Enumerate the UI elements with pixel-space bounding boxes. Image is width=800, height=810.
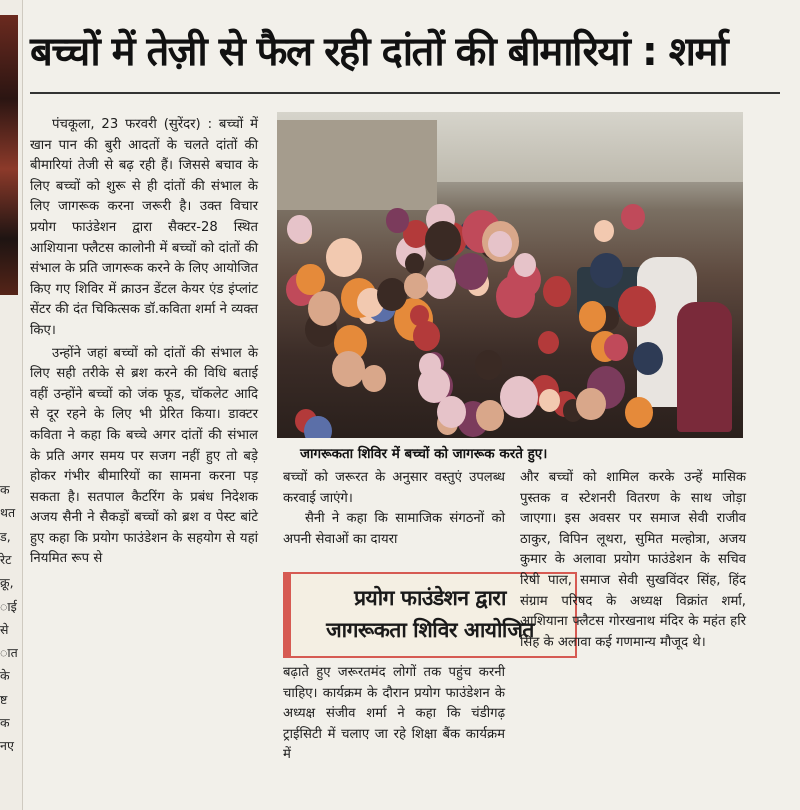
adjacent-text-fragment: ाई (0, 598, 17, 614)
headline: बच्चों में तेज़ी से फैल रही दांतों की बीमारियां : शर्मा (30, 29, 728, 75)
callout-line-2: जागरूकता शिविर आयोजित (326, 618, 534, 642)
article-paragraph: और बच्चों को शामिल करके उन्हें मासिक पुस्तक व स्टेशनरी वितरण के साथ जोड़ा जाएगा। इस अवसर पर समाज सेवी राजीव ठाकुर, विपिन लूथरा, सुमित मल्होत्रा, अजय कुमार के अलावा प्रयोग फाउंडेशन के सचिव रिषी पाल, समाज सेवी सुखविंदर सिंह, हिंद संग्राम परिषद के अध्यक्ष विक्रांत शर्मा, आशियाना फ्लैटस गोरखनाथ मंदिर के महंत हरि सिंह के अलावा कई गणमान्य मौजूद थे। (520, 470, 746, 650)
adjacent-photo (0, 15, 18, 295)
news-photo (277, 112, 743, 438)
adjacent-text-fragment: रेट (0, 551, 12, 567)
article-paragraph: बढ़ाते हुए जरूरतमंद लोगों तक पहुंच करनी चाहिए। कार्यक्रम के दौरान प्रयोग फाउंडेशन के अध्यक्ष संजीव शर्मा ने कहा कि चंडीगढ़ ट्राईसिटी में चलाए जा रहे शिक्षा बैंक कार्यक्रम में (283, 665, 505, 763)
adjacent-text-fragment: ड, (0, 528, 11, 544)
adjacent-text-fragment: ष्ट (0, 691, 8, 707)
article-paragraph: पंचकूला, 23 फरवरी (सुरेंदर) : बच्चों में खान पान की बुरी आदतों के चलते दांतों की बीमारियां तेजी से बढ़ रही हैं। जिससे बचाव के लिए बच्चों को शुरू से ही दांतों की संभाल के लिए जागरूक करना जरूरी है। उक्त विचार प्रयोग फाउंडेशन द्वारा सैक्टर-28 स्थित आशियाना फ्लैटस कालोनी में बच्चों को दांतों की संभाल के प्रति जागरूक करने के लिए आयोजित किए गए शिविर में क्राउन डेंटल केयर एंड इंप्लांट सेंटर की दंत चिकित्सक डॉ.कविता शर्मा ने व्यक्त किए। (30, 117, 258, 338)
adjacent-text-fragment: क्रू, (0, 575, 14, 591)
adjacent-text-fragment: नए (0, 738, 14, 754)
adjacent-text-fragment: ात (0, 645, 18, 661)
headline-rule (30, 92, 780, 94)
adjacent-column-strip (0, 0, 23, 810)
adjacent-text-fragment: क (0, 715, 10, 730)
adjacent-text-fragment: से (0, 621, 9, 637)
article-column-2-continued (283, 663, 505, 766)
article-paragraph: सैनी ने कहा कि सामाजिक संगठनों को अपनी सेवाओं का दायरा (283, 511, 505, 547)
article-column-3 (520, 468, 746, 653)
adjacent-text-fragment: क (0, 482, 10, 497)
adjacent-text-fragment: के (0, 668, 10, 684)
adjacent-text-fragment: थत (0, 505, 16, 521)
photo-caption: जागरूकता शिविर में बच्चों को जागरूक करते हुए। (300, 446, 548, 462)
callout-line-1: प्रयोग फाउंडेशन द्वारा (354, 586, 506, 610)
article-column-2 (283, 468, 505, 550)
article-paragraph: बच्चों को जरूरत के अनुसार वस्तुएं उपलब्ध करवाई जाएंगे। (283, 470, 505, 506)
article-paragraph: उन्होंने जहां बच्चों को दांतों की संभाल के लिए सही तरीके से ब्रश करने की विधि बताई वहीं उन्होंने बच्चों को जंक फूड, चॉकलेट आदि से दूर रहने के लिए भी प्रेरित किया। डाक्टर कविता ने कहा कि बच्चे अगर दांतों की संभाल के प्रति अगर समय पर सजग नहीं हुए तो बड़े होकर गंभीर बीमारियों का सामना करना पड़ सकता है। सतपाल कैटरिंग के प्रबंध निदेशक अजय सैनी ने सैकड़ों बच्चों को ब्रश व पेस्ट बांटे हुए कहा कि प्रयोग फाउंडेशन के सहयोग से यहां नियमित रूप से (30, 345, 258, 567)
article-column-1 (30, 115, 258, 570)
